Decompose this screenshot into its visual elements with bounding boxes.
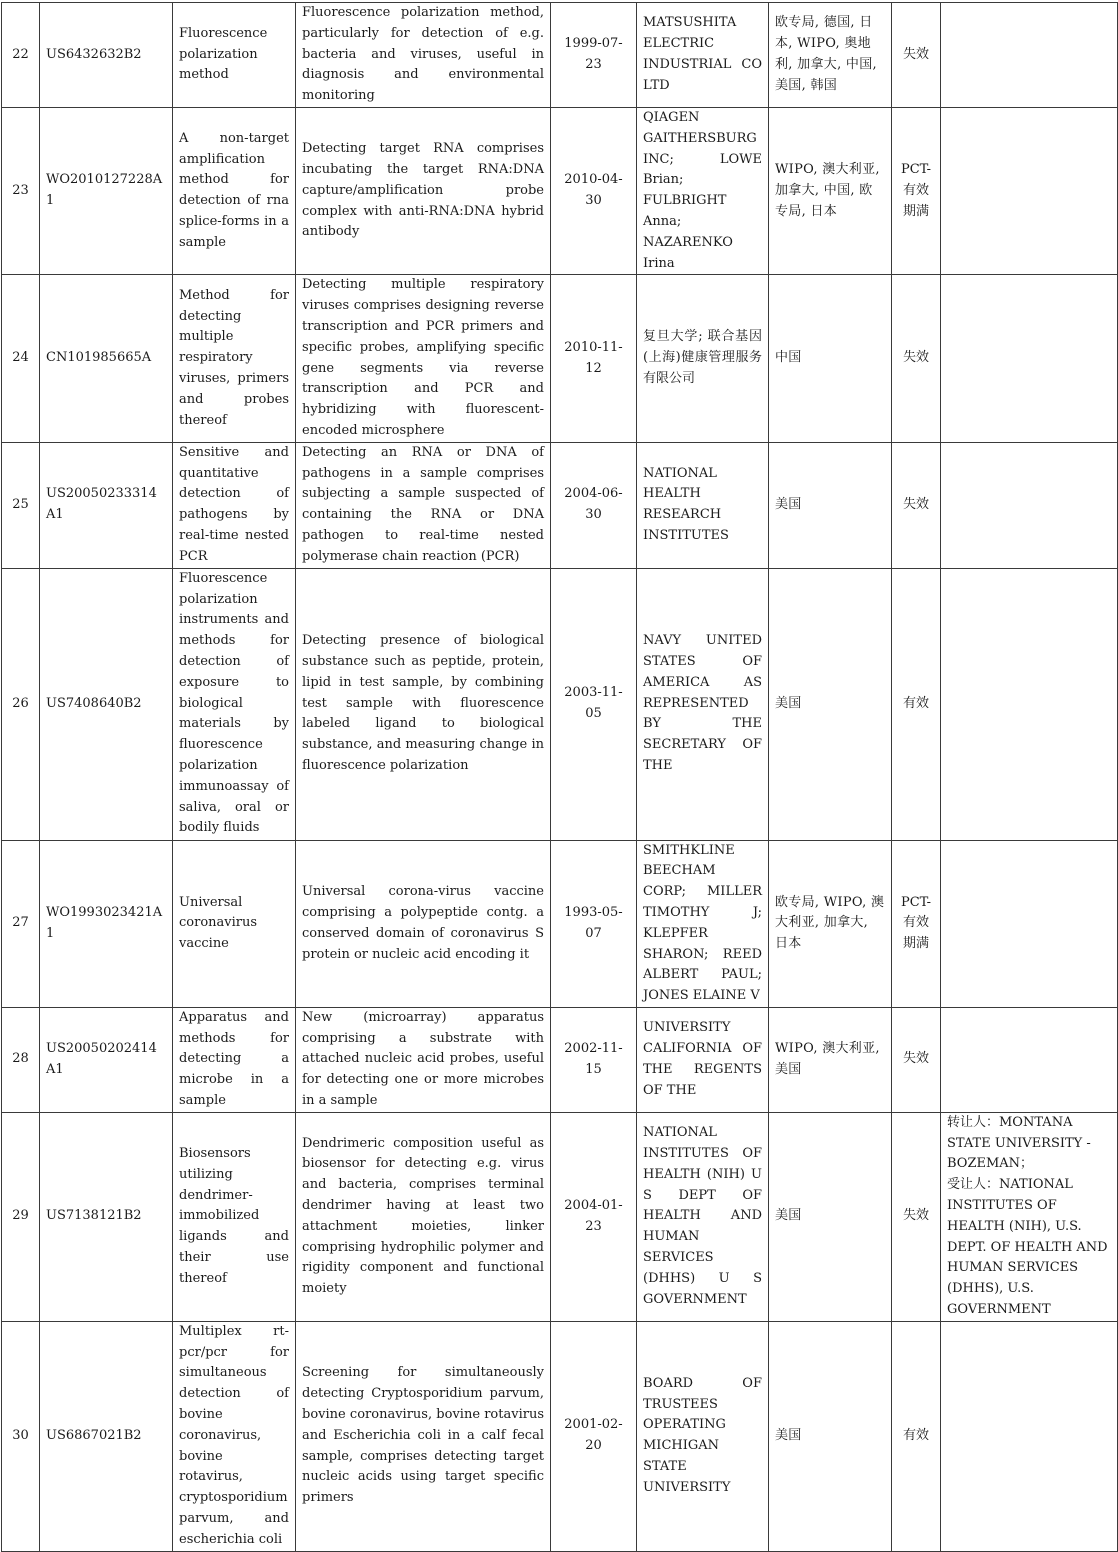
priority-date: 2003-11-05 bbox=[551, 568, 637, 840]
patent-abstract: Dendrimeric composition useful as biosensor for detecting e.g. virus and bacteria, comprises terminal dendrimer having at least two attachment moieties, linker comprising hydrophilic polymer and rigidity component and functional moiety bbox=[296, 1112, 551, 1321]
legal-status: 失效 bbox=[892, 3, 941, 108]
applicant: BOARD OF TRUSTEES OPERATING MICHIGAN STATE UNIVERSITY bbox=[637, 1321, 769, 1551]
legal-status: 失效 bbox=[892, 1007, 941, 1112]
patent-title: Multiplex rt-pcr/pcr for simultaneous detection of bovine coronavirus, bovine rotavirus, cryptosporidium parvum, and escherichia coli bbox=[173, 1321, 296, 1551]
patent-abstract: Screening for simultaneously detecting Cryptosporidium parvum, bovine coronavirus, bovine rotavirus and Escherichia coli in a calf fecal sample, comprises detecting target nucleic acids using target specific primers bbox=[296, 1321, 551, 1551]
applicant: UNIVERSITY CALIFORNIA OF THE REGENTS OF THE bbox=[637, 1007, 769, 1112]
assignment-info bbox=[941, 840, 1118, 1007]
patent-title: Biosensors utilizing dendrimer-immobilized ligands and their use thereof bbox=[173, 1112, 296, 1321]
patent-number: US6432632B2 bbox=[40, 3, 173, 108]
row-number: 22 bbox=[2, 3, 40, 108]
applicant: NATIONAL INSTITUTES OF HEALTH (NIH) U S DEPT OF HEALTH AND HUMAN SERVICES (DHHS) U S GOVERNMENT bbox=[637, 1112, 769, 1321]
row-number: 28 bbox=[2, 1007, 40, 1112]
assignment-info bbox=[941, 3, 1118, 108]
applicant: NAVY UNITED STATES OF AMERICA AS REPRESENTED BY THE SECRETARY OF THE bbox=[637, 568, 769, 840]
legal-status: 有效 bbox=[892, 568, 941, 840]
family-countries: 中国 bbox=[769, 275, 892, 442]
family-countries: 美国 bbox=[769, 568, 892, 840]
applicant: NATIONAL HEALTH RESEARCH INSTITUTES bbox=[637, 442, 769, 568]
patent-title: Fluorescence polarization instruments and methods for detection of exposure to biological materials by fluorescence polarization immunoassay of saliva, oral or bodily fluids bbox=[173, 568, 296, 840]
row-number: 29 bbox=[2, 1112, 40, 1321]
family-countries: WIPO, 澳大利亚, 美国 bbox=[769, 1007, 892, 1112]
assignment-info bbox=[941, 1321, 1118, 1551]
table-row bbox=[2, 442, 1118, 568]
table-row bbox=[2, 1321, 1118, 1551]
assignment-info bbox=[941, 107, 1118, 274]
legal-status: 失效 bbox=[892, 1112, 941, 1321]
priority-date: 2004-06-30 bbox=[551, 442, 637, 568]
patent-title: A non-target amplification method for detection of rna splice-forms in a sample bbox=[173, 107, 296, 274]
patent-number: US7138121B2 bbox=[40, 1112, 173, 1321]
row-number: 23 bbox=[2, 107, 40, 274]
family-countries: 欧专局, WIPO, 澳大利亚, 加拿大, 日本 bbox=[769, 840, 892, 1007]
applicant: MATSUSHITA ELECTRIC INDUSTRIAL CO LTD bbox=[637, 3, 769, 108]
patent-number: CN101985665A bbox=[40, 275, 173, 442]
patent-abstract: Detecting presence of biological substance such as peptide, protein, lipid in test sample, by combining test sample with fluorescence labeled ligand to biological substance, and measuring change in fluorescence polarization bbox=[296, 568, 551, 840]
patent-abstract: Detecting target RNA comprises incubating the target RNA:DNA capture/amplification probe complex with anti-RNA:DNA hybrid antibody bbox=[296, 107, 551, 274]
priority-date: 2002-11-15 bbox=[551, 1007, 637, 1112]
family-countries: 美国 bbox=[769, 1321, 892, 1551]
table-row bbox=[2, 1112, 1118, 1321]
patent-number: US20050233314A1 bbox=[40, 442, 173, 568]
row-number: 26 bbox=[2, 568, 40, 840]
patent-number: US6867021B2 bbox=[40, 1321, 173, 1551]
assignment-info bbox=[941, 1112, 1118, 1321]
patent-title: Fluorescence polarization method bbox=[173, 3, 296, 108]
applicant: QIAGEN GAITHERSBURG INC; LOWE Brian; FULBRIGHT Anna; NAZARENKO Irina bbox=[637, 107, 769, 274]
patent-number: WO1993023421A1 bbox=[40, 840, 173, 1007]
legal-status: 失效 bbox=[892, 442, 941, 568]
patent-abstract: New (microarray) apparatus comprising a substrate with attached nucleic acid probes, useful for detecting one or more microbes in a sample bbox=[296, 1007, 551, 1112]
assignor: 转让人：MONTANA STATE UNIVERSITY - BOZEMAN； bbox=[947, 1114, 1091, 1172]
applicant: 复旦大学; 联合基因(上海)健康管理服务有限公司 bbox=[637, 275, 769, 442]
table-row bbox=[2, 1007, 1118, 1112]
assignment-info bbox=[941, 1007, 1118, 1112]
row-number: 27 bbox=[2, 840, 40, 1007]
priority-date: 1999-07-23 bbox=[551, 3, 637, 108]
row-number: 24 bbox=[2, 275, 40, 442]
patent-number: WO2010127228A1 bbox=[40, 107, 173, 274]
table-row bbox=[2, 3, 1118, 108]
assignment-info bbox=[941, 275, 1118, 442]
table-row bbox=[2, 840, 1118, 1007]
family-countries: 欧专局, 德国, 日本, WIPO, 奥地利, 加拿大, 中国, 美国, 韩国 bbox=[769, 3, 892, 108]
patent-abstract: Detecting multiple respiratory viruses comprises designing reverse transcription and PCR primers and specific probes, amplifying specific gene segments via reverse transcription and PCR and hybridizing with fluorescent-encoded microsphere bbox=[296, 275, 551, 442]
patent-title: Method for detecting multiple respiratory viruses, primers and probes thereof bbox=[173, 275, 296, 442]
patent-number: US7408640B2 bbox=[40, 568, 173, 840]
row-number: 25 bbox=[2, 442, 40, 568]
patent-title: Sensitive and quantitative detection of pathogens by real-time nested PCR bbox=[173, 442, 296, 568]
patent-title: Apparatus and methods for detecting a microbe in a sample bbox=[173, 1007, 296, 1112]
assignment-info bbox=[941, 568, 1118, 840]
priority-date: 2010-04-30 bbox=[551, 107, 637, 274]
legal-status: PCT-有效期满 bbox=[892, 107, 941, 274]
table-row bbox=[2, 275, 1118, 442]
patent-abstract: Detecting an RNA or DNA of pathogens in a sample comprises subjecting a sample suspected of containing the RNA or DNA pathogen to real-time nested polymerase chain reaction (PCR) bbox=[296, 442, 551, 568]
table-row bbox=[2, 107, 1118, 274]
legal-status: PCT-有效期满 bbox=[892, 840, 941, 1007]
patent-abstract: Universal corona-virus vaccine comprising a polypeptide contg. a conserved domain of coronavirus S protein or nucleic acid encoding it bbox=[296, 840, 551, 1007]
patent-title: Universal coronavirus vaccine bbox=[173, 840, 296, 1007]
legal-status: 失效 bbox=[892, 275, 941, 442]
family-countries: WIPO, 澳大利亚, 加拿大, 中国, 欧专局, 日本 bbox=[769, 107, 892, 274]
patent-number: US20050202414A1 bbox=[40, 1007, 173, 1112]
priority-date: 2001-02-20 bbox=[551, 1321, 637, 1551]
table-row bbox=[2, 568, 1118, 840]
row-number: 30 bbox=[2, 1321, 40, 1551]
patent-table bbox=[1, 2, 1118, 1552]
family-countries: 美国 bbox=[769, 1112, 892, 1321]
assignee: 受让人：NATIONAL INSTITUTES OF HEALTH (NIH), U.S. DEPT. OF HEALTH AND HUMAN SERVICES (DHHS), U.S. GOVERNMENT bbox=[947, 1177, 1108, 1318]
family-countries: 美国 bbox=[769, 442, 892, 568]
assignment-info bbox=[941, 442, 1118, 568]
priority-date: 2010-11-12 bbox=[551, 275, 637, 442]
applicant: SMITHKLINE BEECHAM CORP; MILLER TIMOTHY J; KLEPFER SHARON; REED ALBERT PAUL; JONES ELAINE V bbox=[637, 840, 769, 1007]
priority-date: 2004-01-23 bbox=[551, 1112, 637, 1321]
legal-status: 有效 bbox=[892, 1321, 941, 1551]
patent-abstract: Fluorescence polarization method, particularly for detection of e.g. bacteria and viruses, useful in diagnosis and environmental monitoring bbox=[296, 3, 551, 108]
priority-date: 1993-05-07 bbox=[551, 840, 637, 1007]
